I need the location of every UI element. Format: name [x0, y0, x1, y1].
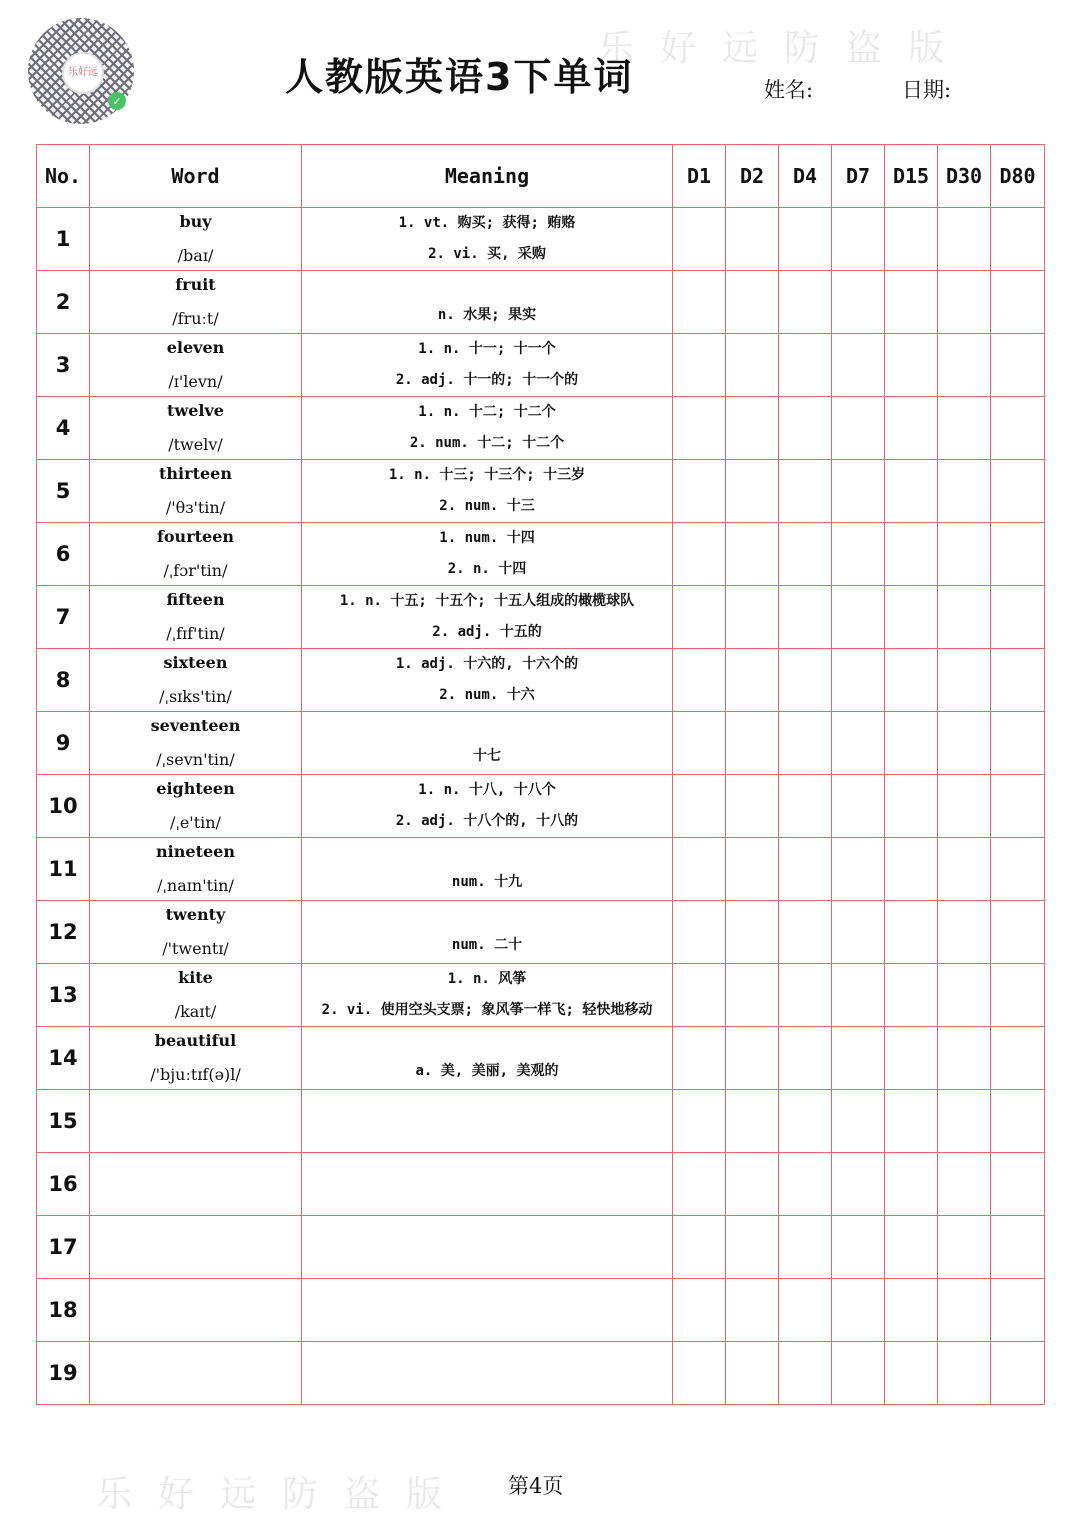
- mini-program-icon: ✓: [108, 92, 126, 110]
- review-d1-cell[interactable]: [673, 523, 726, 586]
- review-d80-cell[interactable]: [991, 838, 1045, 901]
- meaning-cell: [302, 523, 673, 586]
- review-d1-cell[interactable]: [673, 901, 726, 964]
- meaning-cell: [302, 271, 673, 334]
- review-d30-cell[interactable]: [938, 1090, 991, 1153]
- header-d1: D1: [673, 145, 726, 208]
- review-d30-cell[interactable]: [938, 775, 991, 838]
- table-row: [37, 586, 1045, 649]
- word-text: thirteen: [159, 464, 232, 483]
- page-title: 人教版英语3下单词: [285, 55, 634, 99]
- table-row: [37, 460, 1045, 523]
- review-d15-cell[interactable]: [885, 334, 938, 397]
- row-number: 11: [37, 838, 90, 901]
- review-d4-cell[interactable]: [779, 586, 832, 649]
- review-d2-cell[interactable]: [726, 334, 779, 397]
- phonetic-text: /kaɪt/: [174, 1002, 217, 1021]
- meaning-line: 2. num. 十二; 十二个: [409, 435, 565, 451]
- phonetic-text: /baɪ/: [177, 246, 214, 265]
- review-d2-cell[interactable]: [726, 397, 779, 460]
- review-d2-cell[interactable]: [726, 1342, 779, 1405]
- review-d80-cell[interactable]: [991, 712, 1045, 775]
- review-d1-cell[interactable]: [673, 271, 726, 334]
- meaning-line: 1. adj. 十六的, 十六个的: [395, 656, 579, 672]
- review-d7-cell[interactable]: [832, 964, 885, 1027]
- word-text: fifteen: [166, 590, 225, 609]
- review-d2-cell[interactable]: [726, 1216, 779, 1279]
- review-d15-cell[interactable]: [885, 964, 938, 1027]
- review-d15-cell[interactable]: [885, 901, 938, 964]
- review-d30-cell[interactable]: [938, 523, 991, 586]
- meaning-cell: [302, 1090, 673, 1153]
- review-d4-cell[interactable]: [779, 1279, 832, 1342]
- review-d15-cell[interactable]: [885, 271, 938, 334]
- meaning-line: 2. vi. 买, 采购: [428, 246, 546, 262]
- word-cell: [90, 586, 302, 649]
- header-meaning: Meaning: [302, 145, 673, 208]
- review-d30-cell[interactable]: [938, 586, 991, 649]
- review-d7-cell[interactable]: [832, 1027, 885, 1090]
- date-label: 日期:: [902, 78, 952, 102]
- review-d7-cell[interactable]: [832, 1216, 885, 1279]
- review-d7-cell[interactable]: [832, 397, 885, 460]
- review-d2-cell[interactable]: [726, 901, 779, 964]
- review-d2-cell[interactable]: [726, 271, 779, 334]
- word-cell: [90, 838, 302, 901]
- review-d30-cell[interactable]: [938, 838, 991, 901]
- meaning-line: 1. n. 风筝: [447, 971, 527, 987]
- meaning-cell: [302, 649, 673, 712]
- row-number: 4: [37, 397, 90, 460]
- meaning-cell: [302, 1279, 673, 1342]
- header-d15: D15: [885, 145, 938, 208]
- table-row: [37, 1090, 1045, 1153]
- review-d7-cell[interactable]: [832, 649, 885, 712]
- row-number: 13: [37, 964, 90, 1027]
- meaning-line: 十七: [473, 747, 501, 764]
- header-d7: D7: [832, 145, 885, 208]
- review-d15-cell[interactable]: [885, 586, 938, 649]
- review-d4-cell[interactable]: [779, 649, 832, 712]
- row-number: 1: [37, 208, 90, 271]
- header-d30: D30: [938, 145, 991, 208]
- word-cell: [90, 1090, 302, 1153]
- table-row: [37, 334, 1045, 397]
- row-number: 8: [37, 649, 90, 712]
- phonetic-text: /fruːt/: [172, 309, 219, 328]
- phonetic-text: /twelv/: [168, 435, 223, 454]
- review-d2-cell[interactable]: [726, 1153, 779, 1216]
- review-d2-cell[interactable]: [726, 208, 779, 271]
- review-d2-cell[interactable]: [726, 712, 779, 775]
- review-d15-cell[interactable]: [885, 838, 938, 901]
- word-cell: [90, 1342, 302, 1405]
- meaning-cell: [302, 1216, 673, 1279]
- meaning-line: num. 二十: [451, 936, 523, 953]
- phonetic-text: /'θɜ'tin/: [165, 498, 226, 517]
- review-d7-cell[interactable]: [832, 208, 885, 271]
- meaning-line: 2. vi. 使用空头支票; 象风筝一样飞; 轻快地移动: [321, 1002, 653, 1018]
- qr-logo: [62, 52, 104, 94]
- meaning-line: 1. num. 十四: [439, 530, 535, 546]
- meaning-line: num. 十九: [451, 873, 523, 890]
- word-text: seventeen: [150, 716, 241, 735]
- header-d80: D80: [991, 145, 1045, 208]
- word-text: fourteen: [157, 527, 234, 546]
- review-d30-cell[interactable]: [938, 1216, 991, 1279]
- review-d7-cell[interactable]: [832, 460, 885, 523]
- row-number: 7: [37, 586, 90, 649]
- header-word: Word: [90, 145, 302, 208]
- phonetic-text: /'bjuːtɪf(ə)l/: [150, 1065, 241, 1084]
- review-d30-cell[interactable]: [938, 1153, 991, 1216]
- phonetic-text: /ˌfɔr'tin/: [163, 561, 228, 580]
- meaning-line: 1. n. 十一; 十一个: [418, 341, 556, 357]
- table-row: [37, 712, 1045, 775]
- row-number: 14: [37, 1027, 90, 1090]
- review-d15-cell[interactable]: [885, 649, 938, 712]
- table-row: [37, 1279, 1045, 1342]
- page-number: 第4页: [508, 1474, 564, 1498]
- row-number: 3: [37, 334, 90, 397]
- meaning-cell: [302, 586, 673, 649]
- meaning-line: 2. num. 十六: [439, 687, 535, 703]
- word-cell: [90, 901, 302, 964]
- table-row: [37, 775, 1045, 838]
- meaning-line: 2. n. 十四: [447, 561, 527, 577]
- review-d30-cell[interactable]: [938, 712, 991, 775]
- review-d7-cell[interactable]: [832, 1279, 885, 1342]
- review-d2-cell[interactable]: [726, 775, 779, 838]
- review-d15-cell[interactable]: [885, 397, 938, 460]
- row-number: 5: [37, 460, 90, 523]
- review-d4-cell[interactable]: [779, 712, 832, 775]
- review-d2-cell[interactable]: [726, 1279, 779, 1342]
- row-number: 15: [37, 1090, 90, 1153]
- word-cell: [90, 397, 302, 460]
- review-d4-cell[interactable]: [779, 1153, 832, 1216]
- meaning-line: 2. adj. 十八个的, 十八的: [395, 813, 579, 829]
- meaning-cell: [302, 397, 673, 460]
- word-cell: [90, 649, 302, 712]
- review-d7-cell[interactable]: [832, 586, 885, 649]
- review-d30-cell[interactable]: [938, 271, 991, 334]
- meaning-cell: [302, 712, 673, 775]
- word-text: twenty: [165, 905, 226, 924]
- word-text: buy: [179, 212, 212, 231]
- review-d2-cell[interactable]: [726, 838, 779, 901]
- review-d15-cell[interactable]: [885, 1342, 938, 1405]
- phonetic-text: /ˌsevn'tin/: [156, 750, 235, 769]
- review-d4-cell[interactable]: [779, 397, 832, 460]
- review-d4-cell[interactable]: [779, 1342, 832, 1405]
- phonetic-text: /ˌnaɪn'tin/: [157, 876, 234, 895]
- phonetic-text: /ˌe'tin/: [170, 813, 221, 832]
- review-d80-cell[interactable]: [991, 649, 1045, 712]
- review-d1-cell[interactable]: [673, 712, 726, 775]
- row-number: 10: [37, 775, 90, 838]
- table-row: [37, 1153, 1045, 1216]
- header-no: No.: [37, 145, 90, 208]
- review-d4-cell[interactable]: [779, 271, 832, 334]
- meaning-cell: [302, 208, 673, 271]
- meaning-line: 1. n. 十八, 十八个: [418, 782, 556, 798]
- word-cell: [90, 208, 302, 271]
- word-cell: [90, 1279, 302, 1342]
- table-body: [37, 208, 1045, 1405]
- review-d4-cell[interactable]: [779, 1027, 832, 1090]
- word-cell: [90, 775, 302, 838]
- meaning-line: a. 美, 美丽, 美观的: [415, 1062, 559, 1079]
- name-label: 姓名:: [764, 78, 814, 102]
- review-d1-cell[interactable]: [673, 1153, 726, 1216]
- review-d1-cell[interactable]: [673, 397, 726, 460]
- review-d80-cell[interactable]: [991, 523, 1045, 586]
- meaning-line: 1. n. 十五; 十五个; 十五人组成的橄榄球队: [339, 593, 635, 609]
- meaning-cell: [302, 775, 673, 838]
- review-d4-cell[interactable]: [779, 334, 832, 397]
- review-d30-cell[interactable]: [938, 460, 991, 523]
- row-number: 12: [37, 901, 90, 964]
- phonetic-text: /'twentɪ/: [162, 939, 229, 958]
- word-cell: [90, 523, 302, 586]
- meaning-cell: [302, 460, 673, 523]
- review-d30-cell[interactable]: [938, 397, 991, 460]
- review-d1-cell[interactable]: [673, 1027, 726, 1090]
- meaning-cell: [302, 1027, 673, 1090]
- header-row: [37, 145, 1045, 208]
- phonetic-text: /ɪ'levn/: [168, 372, 223, 391]
- table-row: [37, 1342, 1045, 1405]
- review-d4-cell[interactable]: [779, 1090, 832, 1153]
- review-d80-cell[interactable]: [991, 1342, 1045, 1405]
- review-d1-cell[interactable]: [673, 586, 726, 649]
- table-row: [37, 838, 1045, 901]
- row-number: 9: [37, 712, 90, 775]
- qr-logo-text: 乐好远: [68, 67, 98, 78]
- review-d7-cell[interactable]: [832, 775, 885, 838]
- review-d4-cell[interactable]: [779, 460, 832, 523]
- review-d15-cell[interactable]: [885, 775, 938, 838]
- review-d15-cell[interactable]: [885, 523, 938, 586]
- review-d4-cell[interactable]: [779, 901, 832, 964]
- review-d2-cell[interactable]: [726, 460, 779, 523]
- review-d1-cell[interactable]: [673, 649, 726, 712]
- review-d1-cell[interactable]: [673, 460, 726, 523]
- review-d2-cell[interactable]: [726, 1090, 779, 1153]
- row-number: 17: [37, 1216, 90, 1279]
- review-d7-cell[interactable]: [832, 1153, 885, 1216]
- word-cell: [90, 964, 302, 1027]
- review-d4-cell[interactable]: [779, 775, 832, 838]
- watermark-bottom: 乐好远防盗版: [96, 1474, 469, 1515]
- table-row: [37, 208, 1045, 271]
- review-d4-cell[interactable]: [779, 1216, 832, 1279]
- vocabulary-table: [36, 144, 1045, 1405]
- review-d7-cell[interactable]: [832, 1342, 885, 1405]
- review-d15-cell[interactable]: [885, 712, 938, 775]
- review-d80-cell[interactable]: [991, 271, 1045, 334]
- table-row: [37, 1027, 1045, 1090]
- header-d2: D2: [726, 145, 779, 208]
- review-d30-cell[interactable]: [938, 1279, 991, 1342]
- row-number: 6: [37, 523, 90, 586]
- review-d30-cell[interactable]: [938, 1342, 991, 1405]
- review-d1-cell[interactable]: [673, 775, 726, 838]
- meaning-line: 1. n. 十三; 十三个; 十三岁: [388, 467, 586, 483]
- review-d30-cell[interactable]: [938, 649, 991, 712]
- word-cell: [90, 1153, 302, 1216]
- review-d80-cell[interactable]: [991, 586, 1045, 649]
- qr-code: [28, 18, 134, 124]
- review-d7-cell[interactable]: [832, 838, 885, 901]
- review-d1-cell[interactable]: [673, 838, 726, 901]
- review-d15-cell[interactable]: [885, 1216, 938, 1279]
- table-row: [37, 649, 1045, 712]
- review-d4-cell[interactable]: [779, 964, 832, 1027]
- review-d80-cell[interactable]: [991, 1279, 1045, 1342]
- review-d1-cell[interactable]: [673, 1216, 726, 1279]
- review-d7-cell[interactable]: [832, 901, 885, 964]
- review-d2-cell[interactable]: [726, 1027, 779, 1090]
- meaning-cell: [302, 964, 673, 1027]
- review-d15-cell[interactable]: [885, 208, 938, 271]
- review-d4-cell[interactable]: [779, 838, 832, 901]
- meaning-line: 1. n. 十二; 十二个: [418, 404, 556, 420]
- phonetic-text: /ˌsɪks'tin/: [159, 687, 232, 706]
- review-d1-cell[interactable]: [673, 1090, 726, 1153]
- word-text: nineteen: [156, 842, 235, 861]
- review-d1-cell[interactable]: [673, 334, 726, 397]
- review-d1-cell[interactable]: [673, 208, 726, 271]
- word-cell: [90, 334, 302, 397]
- row-number: 2: [37, 271, 90, 334]
- review-d4-cell[interactable]: [779, 523, 832, 586]
- review-d30-cell[interactable]: [938, 1027, 991, 1090]
- review-d1-cell[interactable]: [673, 1342, 726, 1405]
- watermark-top: 乐好远防盗版: [598, 28, 971, 69]
- word-text: beautiful: [154, 1031, 237, 1050]
- word-cell: [90, 1027, 302, 1090]
- review-d30-cell[interactable]: [938, 334, 991, 397]
- word-text: eighteen: [156, 779, 235, 798]
- review-d7-cell[interactable]: [832, 712, 885, 775]
- review-d80-cell[interactable]: [991, 397, 1045, 460]
- row-number: 19: [37, 1342, 90, 1405]
- review-d15-cell[interactable]: [885, 1279, 938, 1342]
- review-d80-cell[interactable]: [991, 1153, 1045, 1216]
- meaning-cell: [302, 1153, 673, 1216]
- table-row: [37, 964, 1045, 1027]
- meaning-cell: [302, 838, 673, 901]
- meaning-cell: [302, 1342, 673, 1405]
- review-d80-cell[interactable]: [991, 775, 1045, 838]
- phonetic-text: /ˌfɪf'tin/: [166, 624, 225, 643]
- table-row: [37, 901, 1045, 964]
- review-d7-cell[interactable]: [832, 1090, 885, 1153]
- meaning-line: 2. num. 十三: [439, 498, 535, 514]
- review-d15-cell[interactable]: [885, 1027, 938, 1090]
- review-d30-cell[interactable]: [938, 901, 991, 964]
- word-cell: [90, 271, 302, 334]
- review-d2-cell[interactable]: [726, 523, 779, 586]
- review-d80-cell[interactable]: [991, 964, 1045, 1027]
- meaning-line: 2. adj. 十一的; 十一个的: [395, 372, 579, 388]
- table-row: [37, 523, 1045, 586]
- header-d4: D4: [779, 145, 832, 208]
- review-d4-cell[interactable]: [779, 208, 832, 271]
- word-cell: [90, 712, 302, 775]
- review-d80-cell[interactable]: [991, 1027, 1045, 1090]
- word-text: eleven: [166, 338, 225, 357]
- row-number: 18: [37, 1279, 90, 1342]
- word-cell: [90, 1216, 302, 1279]
- review-d1-cell[interactable]: [673, 1279, 726, 1342]
- review-d2-cell[interactable]: [726, 649, 779, 712]
- review-d80-cell[interactable]: [991, 901, 1045, 964]
- word-text: twelve: [167, 401, 224, 420]
- table-row: [37, 271, 1045, 334]
- review-d7-cell[interactable]: [832, 523, 885, 586]
- review-d2-cell[interactable]: [726, 964, 779, 1027]
- review-d80-cell[interactable]: [991, 334, 1045, 397]
- word-text: fruit: [175, 275, 216, 294]
- table-row: [37, 397, 1045, 460]
- word-text: sixteen: [163, 653, 228, 672]
- review-d15-cell[interactable]: [885, 460, 938, 523]
- word-cell: [90, 460, 302, 523]
- review-d15-cell[interactable]: [885, 1090, 938, 1153]
- review-d7-cell[interactable]: [832, 334, 885, 397]
- meaning-line: 1. vt. 购买; 获得; 贿赂: [398, 215, 576, 231]
- review-d15-cell[interactable]: [885, 1153, 938, 1216]
- meaning-cell: [302, 901, 673, 964]
- review-d80-cell[interactable]: [991, 460, 1045, 523]
- word-text: kite: [178, 968, 213, 987]
- review-d1-cell[interactable]: [673, 964, 726, 1027]
- review-d7-cell[interactable]: [832, 271, 885, 334]
- table-row: [37, 1216, 1045, 1279]
- review-d80-cell[interactable]: [991, 1216, 1045, 1279]
- review-d2-cell[interactable]: [726, 586, 779, 649]
- review-d80-cell[interactable]: [991, 208, 1045, 271]
- review-d30-cell[interactable]: [938, 964, 991, 1027]
- row-number: 16: [37, 1153, 90, 1216]
- review-d30-cell[interactable]: [938, 208, 991, 271]
- meaning-cell: [302, 334, 673, 397]
- meaning-line: n. 水果; 果实: [437, 306, 537, 323]
- review-d80-cell[interactable]: [991, 1090, 1045, 1153]
- meaning-line: 2. adj. 十五的: [432, 624, 542, 640]
